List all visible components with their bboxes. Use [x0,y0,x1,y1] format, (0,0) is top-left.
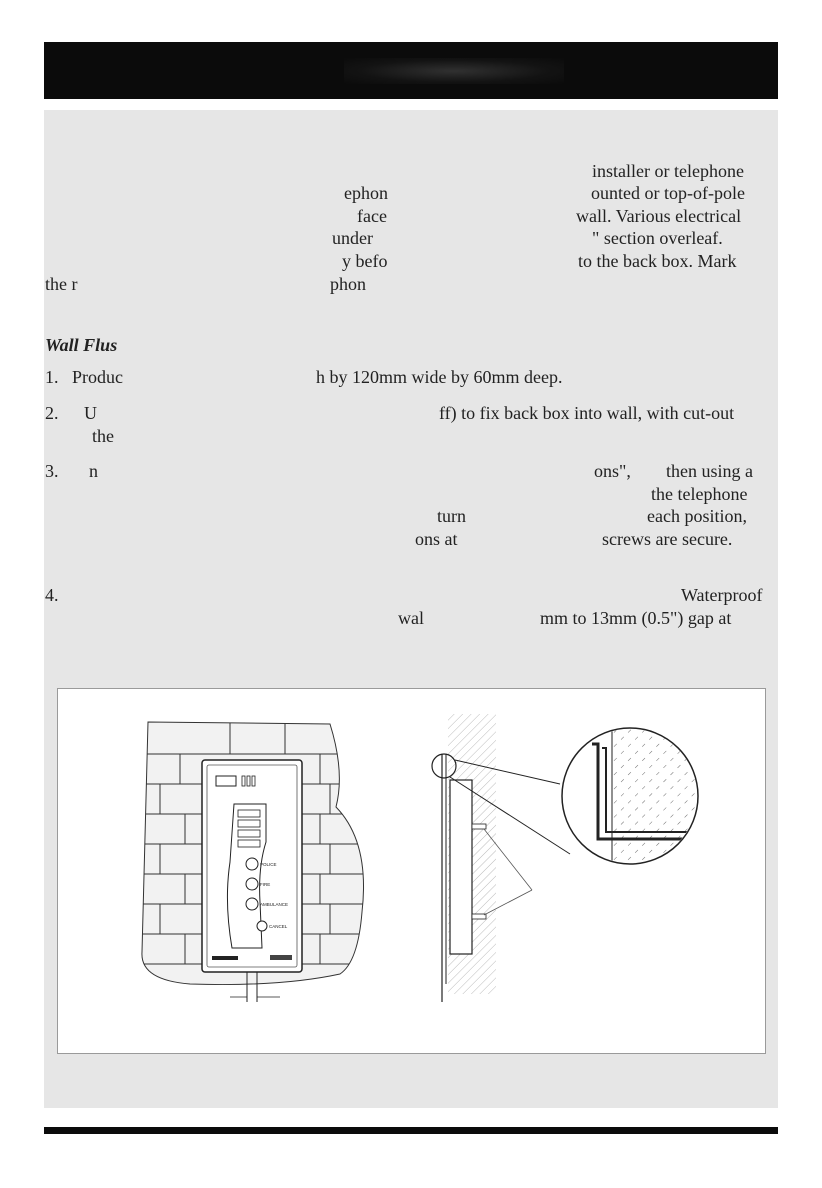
step-2-text-a: U [84,403,97,423]
intro-line-3a: face [357,206,387,226]
step-3-text-g: ons at [415,529,458,549]
intro-line-3b: wall. Various electrical [576,206,742,226]
step-4-text-a: Waterproof [681,585,763,605]
step-3-text-b: ons", [594,461,631,481]
step-3-number: 3. [45,461,59,481]
step-1-number: 1. [45,367,59,387]
intro-line-4a: under [332,228,373,248]
step-3-text-a: n [89,461,98,481]
button-police-label: POLICE [260,862,277,867]
step-3-text-c: then using a [666,461,753,481]
footer-bar [44,1127,778,1134]
button-ambulance-label: AMBULANCE [260,902,289,907]
intro-line-6b: phon [330,274,366,294]
step-2-number: 2. [45,403,59,423]
intro-line-2b: ounted or top-of-pole [591,183,745,203]
step-3-text-e: turn [437,506,466,526]
step-1-text-a: Produc [72,367,123,387]
intro-line-1: installer or telephone [592,161,744,181]
side-section-drawing [420,714,780,1014]
front-view-drawing [130,712,370,1002]
section-heading: Wall Flus [45,335,118,355]
intro-line-5b: to the back box. Mark [578,251,737,271]
step-3-text-h: screws are secure. [602,529,733,549]
intro-line-5a: y befo [342,251,388,271]
button-cancel-label: CANCEL [269,924,288,929]
button-fire-label: FIRE [260,882,271,887]
step-1-text-b: h by 120mm wide by 60mm deep. [316,367,563,387]
intro-line-4b: " section overleaf. [592,228,723,248]
step-3-text-f: each position, [647,506,747,526]
intro-line-6a: the r [45,274,78,294]
step-2-text-c: the [92,426,114,446]
step-4-text-c: mm to 13mm (0.5") gap at [540,608,732,628]
step-4-text-b: wal [398,608,424,628]
header-title-smudge [344,58,564,84]
step-2-text-b: ff) to fix back box into wall, with cut-out [439,403,735,423]
header-bar [44,42,778,99]
step-3-text-d: the telephone [651,484,748,504]
step-4-number: 4. [45,585,59,605]
intro-line-2a: ephon [344,183,388,203]
